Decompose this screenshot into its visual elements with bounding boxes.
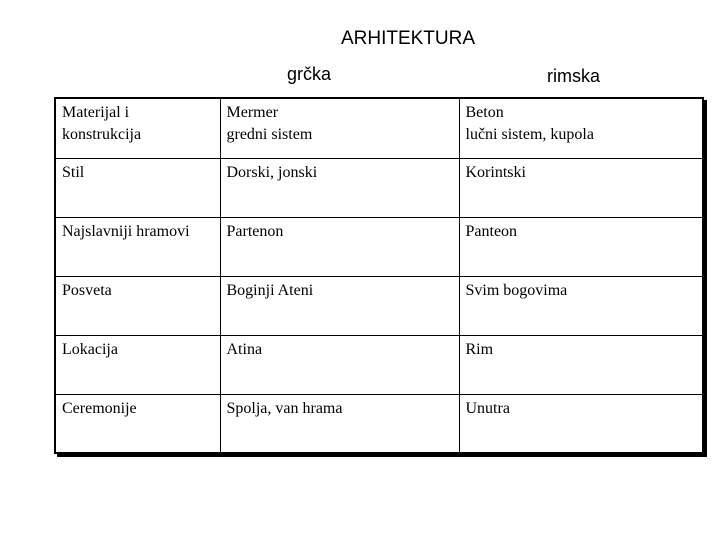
roman-cell: Unutra bbox=[459, 394, 703, 453]
row-label-cell: Stil bbox=[55, 158, 220, 217]
roman-cell: Korintski bbox=[459, 158, 703, 217]
column-header-greek: grčka bbox=[287, 64, 332, 84]
table-row bbox=[55, 394, 703, 453]
roman-cell: Svim bogovima bbox=[459, 276, 703, 335]
greek-cell: Boginji Ateni bbox=[220, 276, 459, 335]
roman-cell-line: Beton bbox=[465, 104, 504, 121]
page-title: ARHITEKTURA bbox=[340, 28, 476, 49]
table-row bbox=[55, 217, 703, 276]
greek-cell: Atina bbox=[220, 335, 459, 394]
comparison-table bbox=[54, 97, 704, 454]
roman-cell-line: lučni sistem, kupola bbox=[465, 126, 594, 143]
row-label-cell bbox=[55, 98, 220, 158]
table-row bbox=[55, 276, 703, 335]
roman-cell bbox=[459, 98, 703, 158]
row-label-cell: Lokacija bbox=[55, 335, 220, 394]
row-label-line: Materijal i bbox=[62, 104, 130, 121]
table-row bbox=[55, 98, 703, 158]
row-label-cell: Najslavniji hramovi bbox=[55, 217, 220, 276]
greek-cell-line: Mermer bbox=[226, 104, 279, 121]
greek-cell: Spolja, van hrama bbox=[220, 394, 459, 453]
row-label-cell: Ceremonije bbox=[55, 394, 220, 453]
greek-cell bbox=[220, 98, 459, 158]
greek-cell-line: gredni sistem bbox=[226, 126, 313, 143]
greek-cell: Dorski, jonski bbox=[220, 158, 459, 217]
table-row bbox=[55, 335, 703, 394]
row-label-line: konstrukcija bbox=[62, 126, 142, 143]
row-label-cell: Posveta bbox=[55, 276, 220, 335]
column-header-roman: rimska bbox=[547, 66, 600, 86]
greek-cell: Partenon bbox=[220, 217, 459, 276]
roman-cell: Rim bbox=[459, 335, 703, 394]
table-row bbox=[55, 158, 703, 217]
roman-cell: Panteon bbox=[459, 217, 703, 276]
